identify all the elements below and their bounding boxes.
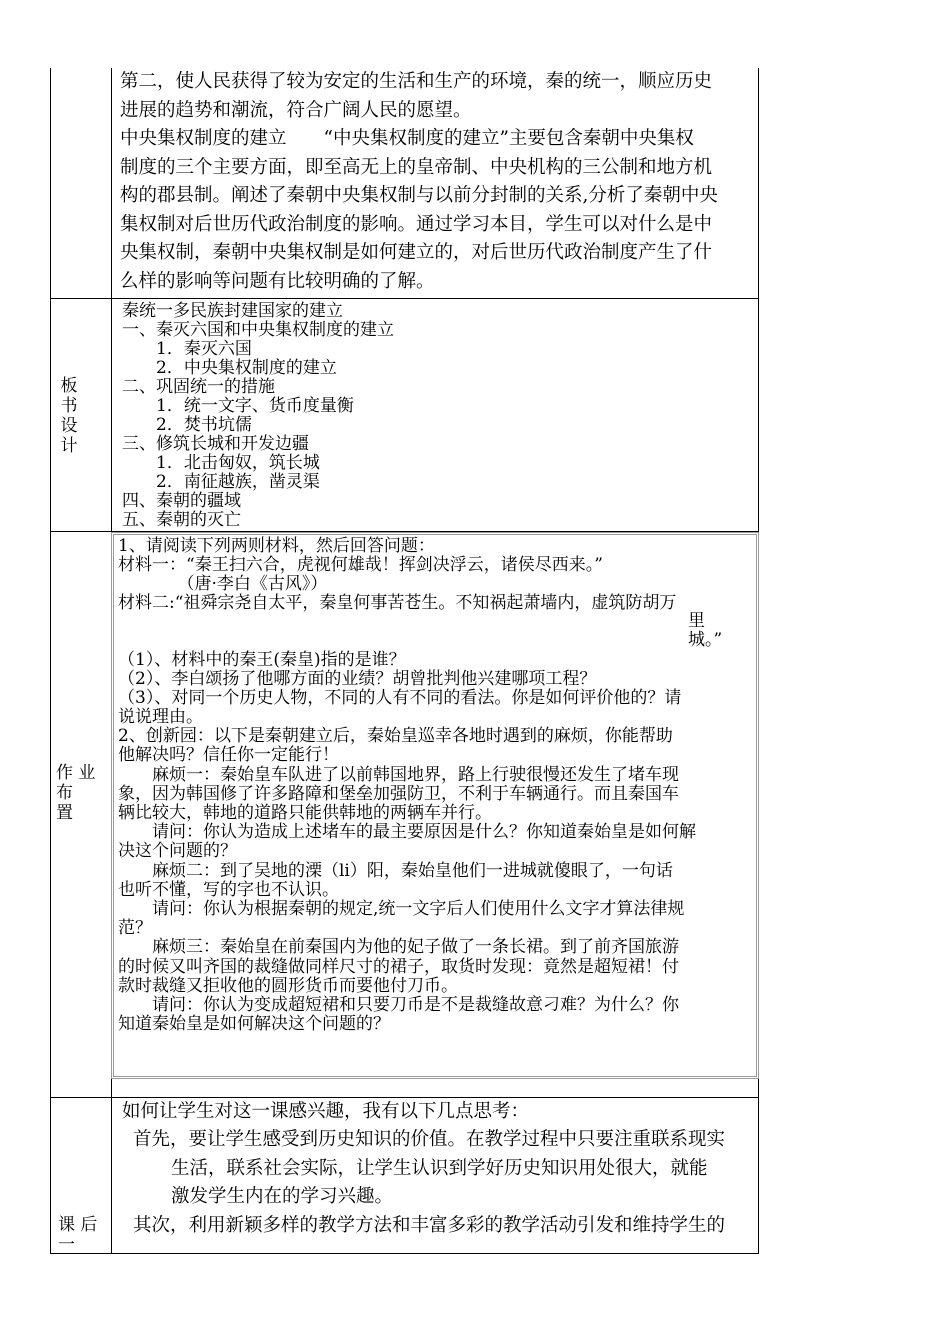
reflection-line: 其次，利用新颖多样的教学方法和丰富多彩的教学活动引发和维持学生的 xyxy=(133,1215,726,1236)
outline-line: 1．秦灭六国 xyxy=(122,339,252,359)
outline-line: 二、巩固统一的措施 xyxy=(122,377,275,397)
label-char: 课 后 xyxy=(58,1215,98,1235)
label-char: 作 业 xyxy=(56,763,96,783)
label-char: 布 xyxy=(56,783,73,803)
outline-line: 2．南征越族，凿灵渠 xyxy=(122,472,320,492)
homework-line: （3）、对同一个历史人物，不同的人有不同的看法。你是如何评价他的？请 xyxy=(118,688,682,708)
homework-line: 2、创新园：以下是秦朝建立后，秦始皇巡幸各地时遇到的麻烦，你能帮助 xyxy=(118,726,673,746)
outline-line: 秦统一多民族封建国家的建立 xyxy=(122,301,343,321)
homework-line: 象，因为韩国修了许多路障和堡垒加强防卫，不利于车辆通行。而且秦国车 xyxy=(118,784,679,804)
outline-line: 2．中央集权制度的建立 xyxy=(122,358,337,378)
homework-line: （1）、材料中的秦王(秦皇)指的是谁？ xyxy=(118,650,406,670)
label-char: 设 xyxy=(60,416,78,436)
homework-line: （唐·李白《古风》） xyxy=(118,574,328,594)
homework-line: 说说理由。 xyxy=(118,707,203,727)
homework-line: 麻烦三：秦始皇在前秦国内为他的妃子做了一条长裙。到了前齐国旅游 xyxy=(118,937,679,957)
outline-line: 1．北击匈奴，筑长城 xyxy=(122,453,320,473)
text-line: 进展的趋势和潮流，符合广阔人民的愿望。 xyxy=(120,100,472,121)
board-design-label xyxy=(59,376,79,456)
table-left-border xyxy=(50,68,51,1254)
homework-line: 请问：你认为根据秦朝的规定,统一文字后人们使用什么文字才算法律规 xyxy=(118,899,685,919)
homework-line: 辆比较大，韩地的道路只能供韩地的两辆车并行。 xyxy=(118,803,492,823)
homework-line: （2）、李白颂扬了他哪方面的业绩？胡曾批判他兴建哪项工程？ xyxy=(118,669,597,689)
homework-line: 麻烦二：到了吴地的溧（li）阳，秦始皇他们一进城就傻眼了，一句话 xyxy=(118,861,673,881)
outline-line: 五、秦朝的灭亡 xyxy=(122,510,241,530)
reflection-line: 生活，联系社会实际，让学生认识到学好历史知识用处很大，就能 xyxy=(171,1158,708,1179)
table-row-divider xyxy=(50,298,759,299)
homework-line: 范？ xyxy=(118,918,152,938)
reflection-line: 首先，要让学生感受到历史知识的价值。在教学过程中只要注重联系现实 xyxy=(133,1129,726,1150)
text-line: 央集权制，秦朝中央集权制是如何建立的，对后世历代政治制度产生了什 xyxy=(120,242,713,263)
reflection-line: 如何让学生对这一课感兴趣，我有以下几点思考： xyxy=(122,1101,530,1122)
label-char: 板 xyxy=(60,376,78,396)
text-line: 构的郡县制。阐述了秦朝中央集权制与以前分封制的关系,分析了秦朝中央 xyxy=(120,185,718,206)
homework-line: 材料二:“祖舜宗尧自太平，秦皇何事苦苍生。不知祸起萧墙内，虚筑防胡万 xyxy=(118,593,677,613)
text-line: 中央集权制度的建立 “中央集权制度的建立”主要包含秦朝中央集权 xyxy=(120,128,694,149)
outline-line: 1．统一文字、货币度量衡 xyxy=(122,396,354,416)
label-char: 书 xyxy=(60,396,78,416)
reflection-line: 激发学生内在的学习兴趣。 xyxy=(171,1186,394,1207)
homework-label xyxy=(56,763,106,823)
homework-line: 里 xyxy=(688,611,705,631)
text-line: 集权制对后世历代政治制度的影响。通过学习本目，学生可以对什么是中 xyxy=(120,214,713,235)
homework-line: 1、请阅读下列两则材料，然后回答问题： xyxy=(118,536,435,556)
outline-line: 三、修筑长城和开发边疆 xyxy=(122,434,309,454)
outline-line: 四、秦朝的疆域 xyxy=(122,491,241,511)
outline-line: 一、秦灭六国和中央集权制度的建立 xyxy=(122,320,394,340)
homework-line: 也听不懂，写的字也不认识。 xyxy=(118,880,339,900)
homework-line: 麻烦一：秦始皇车队进了以前韩国地界，路上行驶很慢还发生了堵车现 xyxy=(118,765,679,785)
homework-line: 他解决吗？信任你一定能行！ xyxy=(118,745,339,765)
homework-line: 请问：你认为变成超短裙和只要刀币是不是裁缝故意刁难？为什么？你 xyxy=(118,995,679,1015)
homework-line: 知道秦始皇是如何解决这个问题的？ xyxy=(118,1014,390,1034)
text-line: 么样的影响等问题有比较明确的了解。 xyxy=(120,271,435,292)
label-char: 一 xyxy=(58,1235,75,1255)
homework-line: 城。” xyxy=(688,630,723,650)
outline-line: 2．焚书坑儒 xyxy=(122,415,252,435)
label-char: 置 xyxy=(56,803,73,823)
homework-line: 请问：你认为造成上述堵车的最主要原因是什么？你知道秦始皇是如何解 xyxy=(118,822,696,842)
text-line: 第二，使人民获得了较为安定的生活和生产的环境，秦的统一，顺应历史 xyxy=(120,71,713,92)
label-char: 计 xyxy=(60,436,78,456)
homework-line: 款时裁缝又拒收他的圆形货币而要他付刀币。 xyxy=(118,976,458,996)
homework-line: 材料一：“秦王扫六合，虎视何雄哉！挥剑决浮云，诸侯尽西来。” xyxy=(118,555,603,575)
homework-line: 决这个问题的？ xyxy=(118,841,237,861)
table-bottom-border xyxy=(50,1253,759,1254)
after-class-label xyxy=(58,1215,108,1255)
text-line: 制度的三个主要方面，即至高无上的皇帝制、中央机构的三公制和地方机 xyxy=(120,157,713,178)
homework-line: 的时候又叫齐国的裁缝做同样尺寸的裙子，取货时发现：竟然是超短裙！付 xyxy=(118,957,679,977)
